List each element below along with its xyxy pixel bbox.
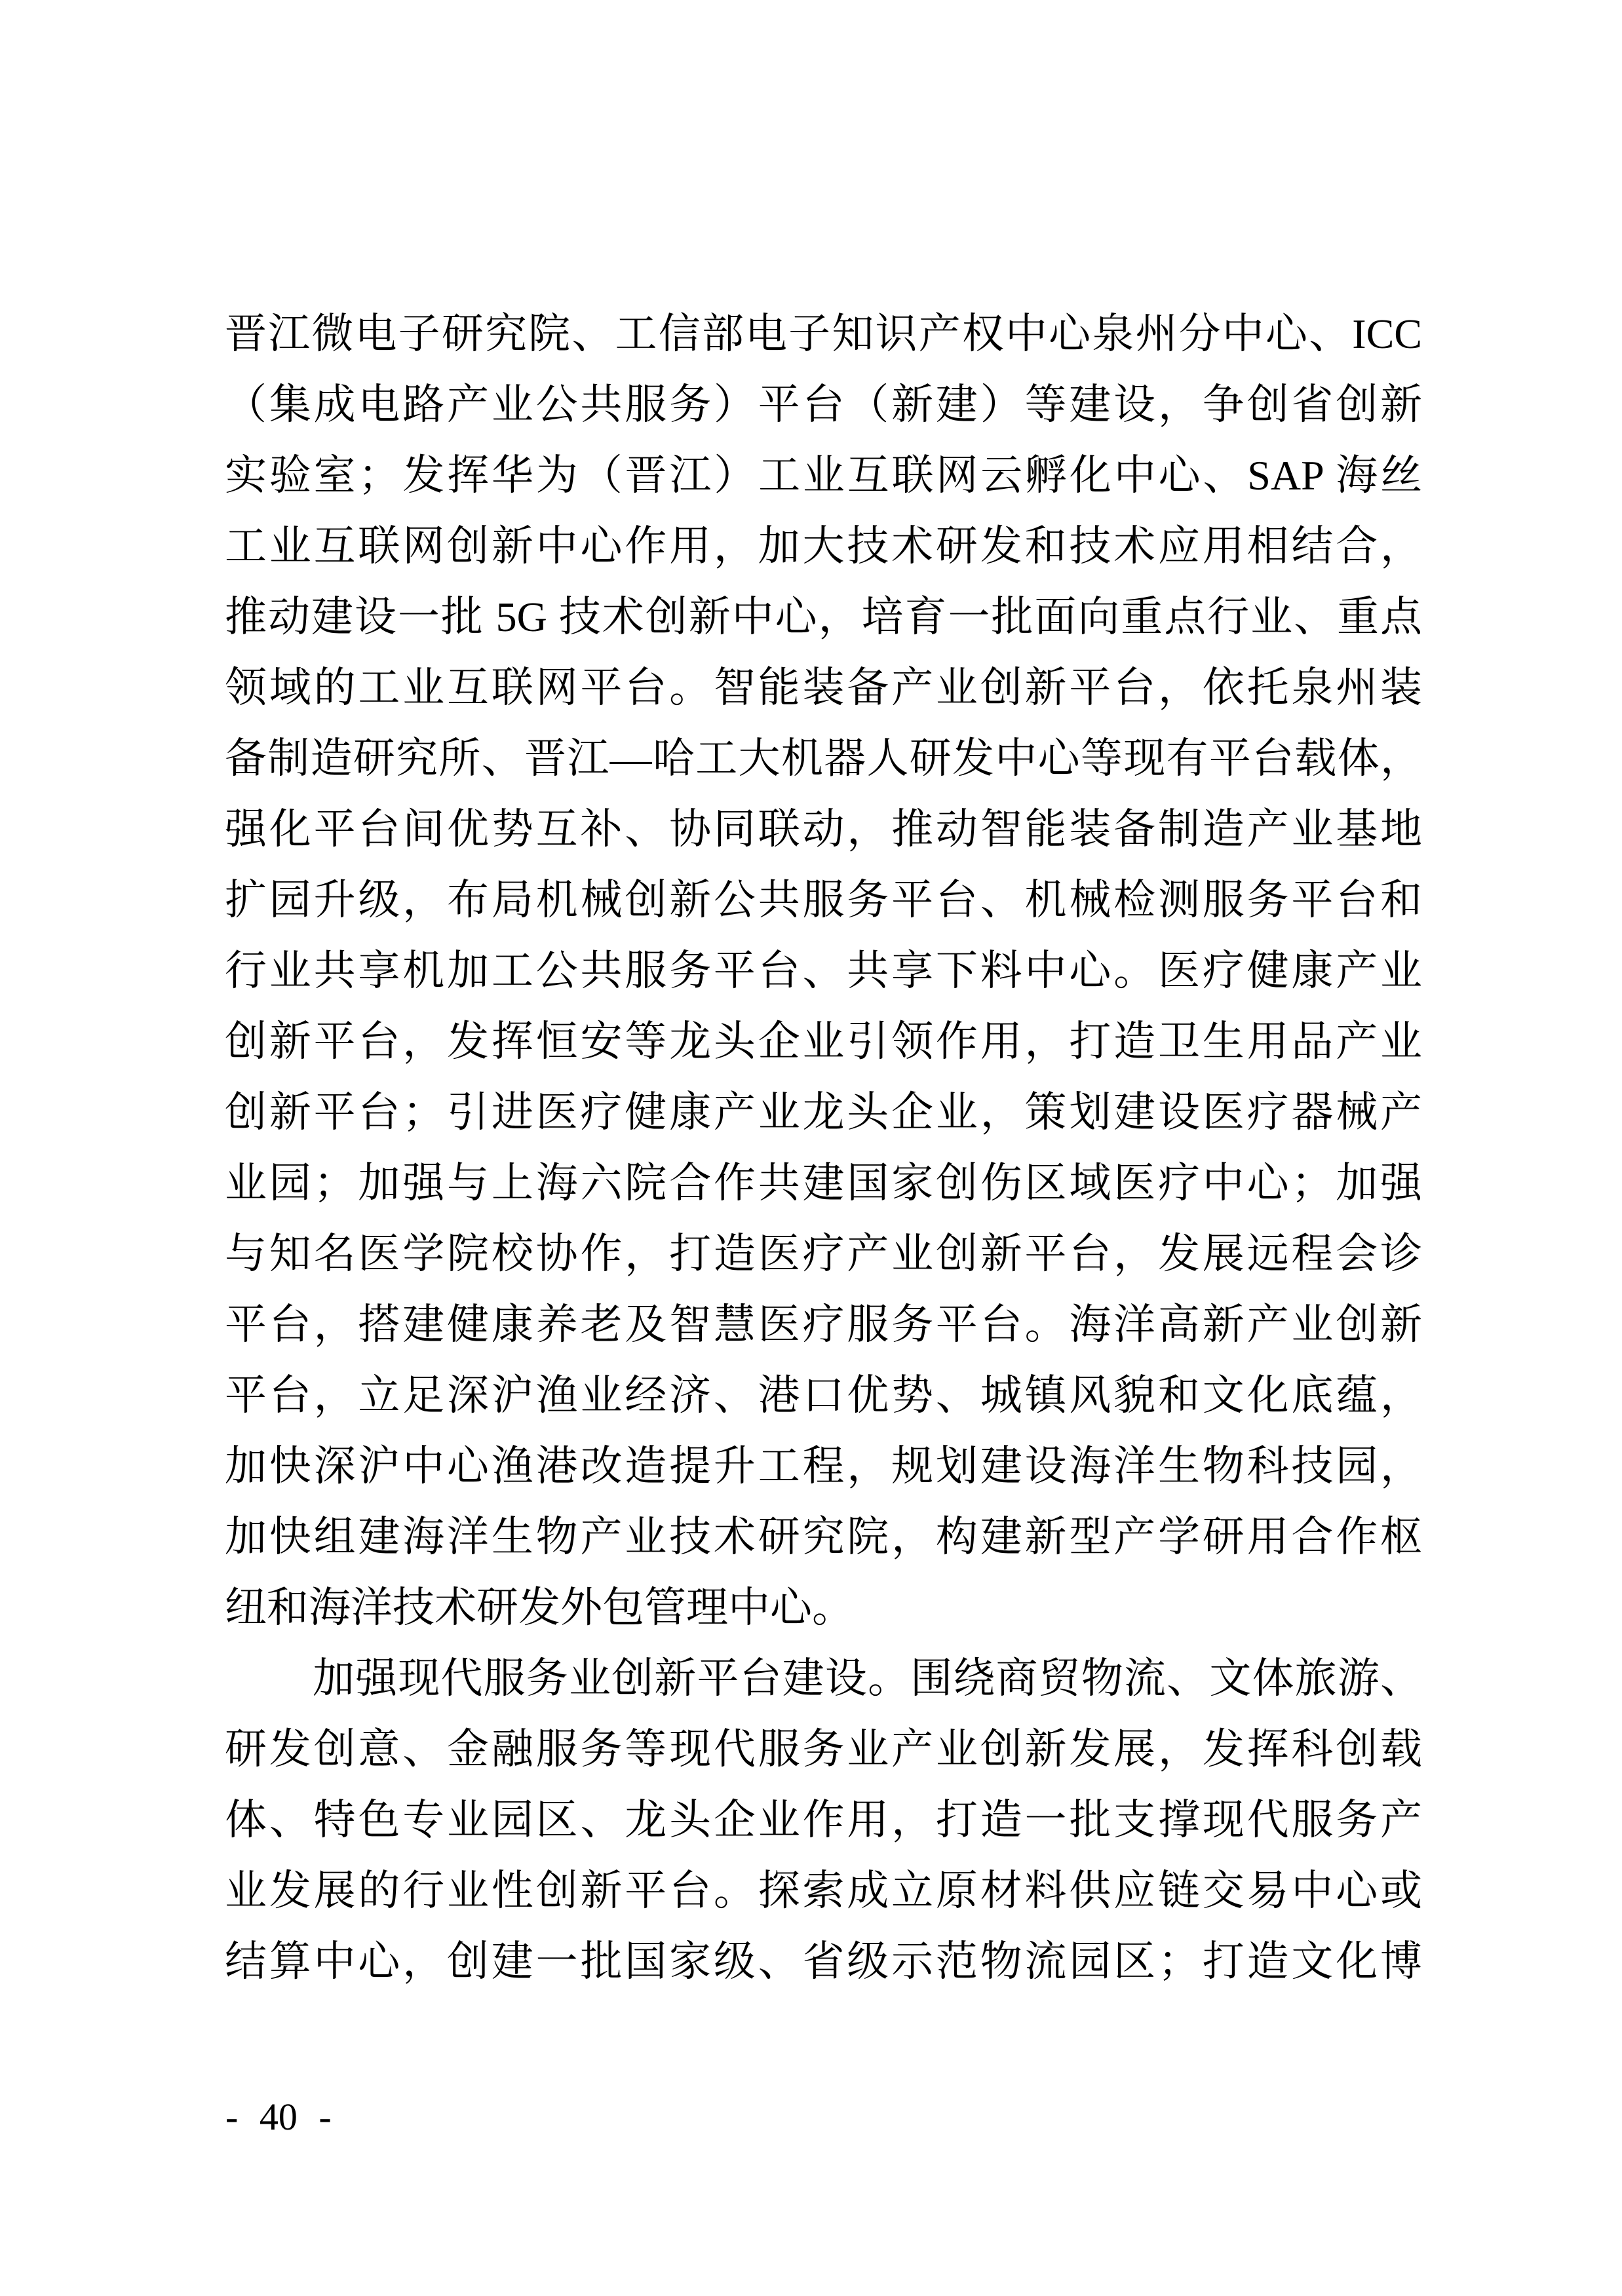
text-line: 研发创意、金融服务等现代服务业产业创新发展，发挥科创载 [225, 1726, 1422, 1772]
text-line: 结算中心，创建一批国家级、省级示范物流园区；打造文化博 [225, 1938, 1422, 1985]
text-line: 体、特色专业园区、龙头企业作用，打造一批支撑现代服务产 [225, 1797, 1422, 1843]
text-line: 工业互联网创新中心作用，加大技术研发和技术应用相结合， [225, 523, 1422, 569]
text-line: 纽和海洋技术研发外包管理中心。 [225, 1584, 854, 1631]
text-line: 业园；加强与上海六院合作共建国家创伤区域医疗中心；加强 [225, 1160, 1422, 1206]
text-line: 创新平台；引进医疗健康产业龙头企业，策划建设医疗器械产 [225, 1089, 1422, 1136]
text-line: （集成电路产业公共服务）平台（新建）等建设，争创省创新 [225, 381, 1422, 428]
text-line: 业发展的行业性创新平台。探索成立原材料供应链交易中心或 [225, 1867, 1422, 1914]
text-line: 加强现代服务业创新平台建设。围绕商贸物流、文体旅游、 [313, 1655, 1422, 1702]
text-line: 与知名医学院校协作，打造医疗产业创新平台，发展远程会诊 [225, 1231, 1422, 1277]
text-line: 平台，立足深沪渔业经济、港口优势、城镇风貌和文化底蕴， [225, 1372, 1422, 1419]
text-line: 备制造研究所、晋江—哈工大机器人研发中心等现有平台载体， [225, 735, 1422, 782]
text-line: 实验室；发挥华为（晋江）工业互联网云孵化中心、SAP 海丝 [225, 452, 1422, 499]
text-line: 领域的工业互联网平台。智能装备产业创新平台，依托泉州装 [225, 664, 1422, 711]
text-line: 创新平台，发挥恒安等龙头企业引领作用，打造卫生用品产业 [225, 1018, 1422, 1065]
page-number: - 40 - [225, 2095, 332, 2138]
text-line: 晋江微电子研究院、工信部电子知识产权中心泉州分中心、ICC [225, 311, 1422, 357]
text-line: 平台，搭建健康养老及智慧医疗服务平台。海洋高新产业创新 [225, 1301, 1422, 1348]
text-line: 行业共享机加工公共服务平台、共享下料中心。医疗健康产业 [225, 947, 1422, 994]
text-line: 加快组建海洋生物产业技术研究院，构建新型产学研用合作枢 [225, 1514, 1422, 1560]
text-line: 强化平台间优势互补、协同联动，推动智能装备制造产业基地 [225, 806, 1422, 852]
text-line: 推动建设一批 5G 技术创新中心，培育一批面向重点行业、重点 [225, 594, 1422, 640]
text-line: 加快深沪中心渔港改造提升工程，规划建设海洋生物科技园， [225, 1443, 1422, 1489]
text-line: 扩园升级，布局机械创新公共服务平台、机械检测服务平台和 [225, 877, 1422, 923]
document-body [225, 299, 1422, 1997]
